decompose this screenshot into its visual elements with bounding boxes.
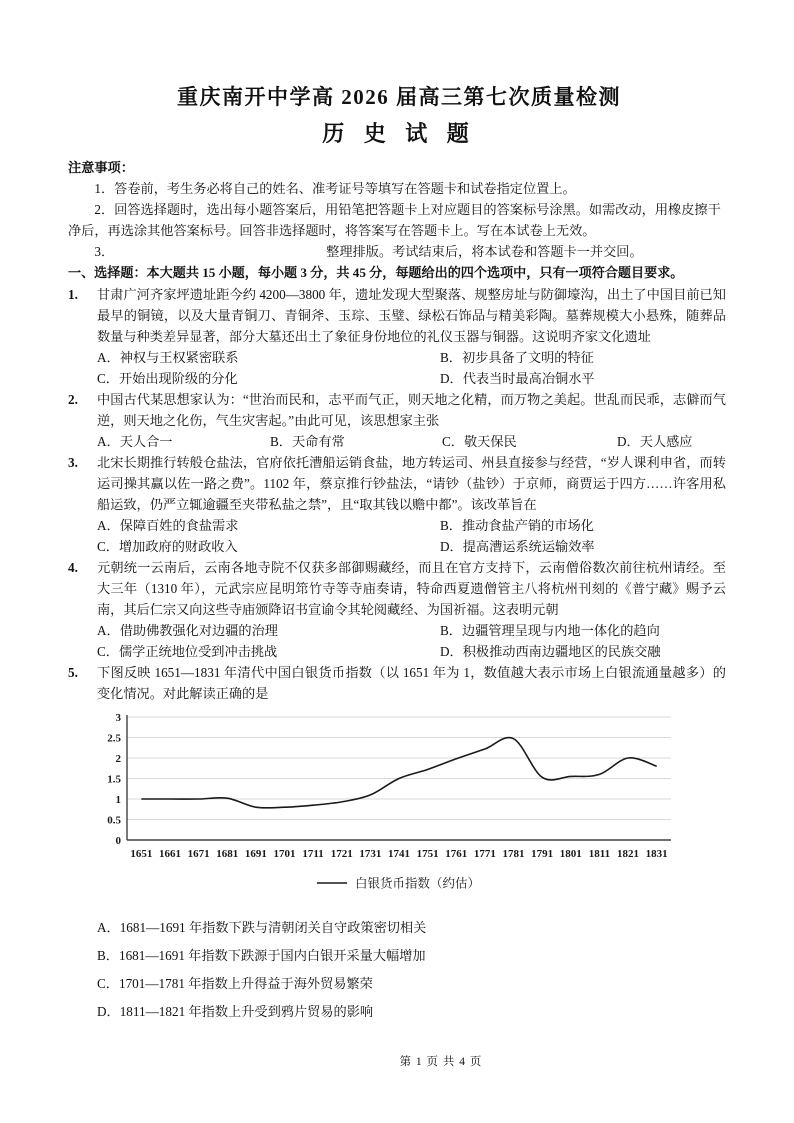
- option-3d: D．提高漕运系统运输效率: [440, 539, 595, 554]
- question-4-number: 4.: [68, 560, 78, 575]
- question-2-number: 2.: [68, 392, 78, 407]
- svg-text:白银货币指数（约估）: 白银货币指数（约估）: [355, 876, 481, 891]
- svg-text:1811: 1811: [588, 848, 611, 860]
- option-2b: B．天命有常: [270, 434, 345, 449]
- option-4b: B．边疆管理呈现与内地一体化的趋向: [440, 623, 660, 638]
- question-1-number: 1.: [68, 287, 78, 302]
- svg-text:1681: 1681: [216, 848, 239, 860]
- question-5-stem: 下图反映 1651—1831 年清代中国白银货币指数（以 1651 年为 1，数值越大表示市场上白银流通量越多）的变化情况。对此解读正确的是: [97, 665, 726, 701]
- question-3-options: [97, 515, 726, 557]
- svg-text:1: 1: [115, 794, 121, 806]
- svg-text:1711: 1711: [302, 848, 324, 860]
- question-3-stem: 北宋长期推行转般仓盐法，官府依托漕船运销食盐，地方转运司、州县直接参与经营，“岁人课利申省，而转运司操其赢以佐一路之费”。1102 年，蔡京推行钞盐法，“请钞（盐钞）于京师，商贾运于四方……许客用私船运致，仍严立辄逾疆至夹带私盐之禁”，且“取其钱以赡中都”。该改革旨在: [97, 455, 726, 512]
- option-1d: D．代表当时最高冶铜水平: [440, 371, 595, 386]
- svg-text:1.5: 1.5: [107, 773, 121, 786]
- section-heading: 一、选择题：本大题共 15 小题，每小题 3 分，共 45 分，每题给出的四个选项中，只有一项符合题目要求。: [68, 265, 684, 280]
- question-5-options: [97, 914, 726, 1026]
- option-5c: C．1701—1781 年指数上升得益于海外贸易繁荣: [97, 976, 373, 991]
- page-number: 第 1 页 共 4 页: [399, 1056, 483, 1068]
- option-3b: B．推动食盐产销的市场化: [440, 518, 594, 533]
- option-5d: D．1811—1821 年指数上升受到鸦片贸易的影响: [97, 1004, 374, 1019]
- svg-text:1661: 1661: [158, 848, 181, 860]
- option-1a: A．神权与王权紧密联系: [97, 350, 239, 365]
- svg-text:1741: 1741: [388, 848, 410, 860]
- svg-text:1671: 1671: [187, 848, 210, 860]
- question-5: [68, 662, 730, 1026]
- svg-text:1691: 1691: [244, 848, 267, 860]
- option-2a: A．天人合一: [97, 434, 173, 449]
- question-4: [68, 557, 730, 662]
- option-4d: D．积极推动西南边疆地区的民族交融: [440, 644, 661, 659]
- question-2-options: [97, 431, 726, 452]
- svg-text:1701: 1701: [273, 848, 296, 860]
- option-2c: C．敬天保民: [442, 434, 517, 449]
- notice-item-1: 1．答卷前，考生务必将自己的姓名、准考证号等填写在答题卡和试卷指定位置上。: [94, 181, 576, 196]
- question-4-options: [97, 620, 726, 662]
- option-3c: C．增加政府的财政收入: [97, 539, 238, 554]
- option-5a: A．1681—1691 年指数下跌与清朝闭关自守政策密切相关: [97, 920, 427, 935]
- page-subtitle: 历 史 试 题: [322, 121, 476, 146]
- option-2d: D．天人感应: [617, 434, 693, 449]
- notice-heading: 注意事项：: [68, 160, 134, 175]
- notice-item-3-text: 整理排版。考试结束后，将本试卷和答题卡一并交回。: [326, 244, 643, 259]
- option-3a: A．保障百姓的食盐需求: [97, 518, 239, 533]
- question-5-number: 5.: [68, 665, 78, 680]
- notice-item-3: [68, 241, 730, 262]
- page-footer: [0, 1053, 794, 1069]
- svg-text:0.5: 0.5: [107, 814, 121, 827]
- question-2: [68, 389, 730, 452]
- option-4a: A．借助佛教强化对边疆的治理: [97, 623, 278, 638]
- svg-text:1781: 1781: [502, 848, 525, 860]
- question-3: [68, 452, 730, 557]
- svg-text:1771: 1771: [473, 848, 496, 860]
- option-5b: B．1681—1691 年指数下跌源于国内白银开采量大幅增加: [97, 948, 426, 963]
- question-4-stem: 元朝统一云南后，云南各地寺院不仅获多部御赐藏经，而且在官方支持下，云南僧俗数次前往杭州请经。至大三年（1310 年），元武宗应昆明筇竹寺等寺庙奏请，特命西夏遗僧管主八将杭州刊刻的《普宁藏》赐予云南，其后仁宗又向这些寺庙颁降诏书宣谕令其轮阅藏经、为国祈福。这表明元朝: [97, 560, 726, 617]
- notice-item-3-number: 3．: [94, 244, 115, 259]
- option-1c: C．开始出现阶级的分化: [97, 371, 238, 386]
- svg-text:1651: 1651: [130, 848, 153, 860]
- question-3-number: 3.: [68, 455, 78, 470]
- chart-canvas: [96, 712, 696, 902]
- question-1: [68, 284, 730, 389]
- option-4c: C．儒学正统地位受到冲击挑战: [97, 644, 278, 659]
- question-1-stem: 甘肃广河齐家坪遗址距今约 4200—3800 年，遗址发现大型聚落、规整房址与防御壕沟，出土了中国目前已知最早的铜镜，以及大量青铜刀、青铜斧、玉琮、玉璧、绿松石饰品与精美彩陶。墓葬规模大小悬殊，随葬品数量与种类差异显著，部分大墓还出土了象征身份地位的礼仪玉器与铜器。这说明齐家文化遗址: [97, 287, 726, 344]
- option-1b: B．初步具备了文明的特征: [440, 350, 594, 365]
- svg-text:0: 0: [115, 835, 121, 847]
- svg-text:1731: 1731: [359, 848, 382, 860]
- svg-text:2: 2: [115, 753, 121, 765]
- page-title: 重庆南开中学高 2026 届高三第七次质量检测: [177, 85, 621, 109]
- silver-index-line-chart: [96, 712, 726, 908]
- question-2-stem: 中国古代某思想家认为：“世治而民和，志平而气正，则天地之化精，而万物之美起。世乱而民乖，志僻而气逆，则天地之化伤，气生灾害起。”由此可见，该思想家主张: [97, 392, 726, 428]
- svg-text:1831: 1831: [645, 848, 668, 860]
- svg-text:1821: 1821: [617, 848, 640, 860]
- svg-text:1761: 1761: [445, 848, 468, 860]
- svg-text:2.5: 2.5: [107, 732, 121, 745]
- notice-section: [68, 158, 730, 262]
- svg-text:1801: 1801: [559, 848, 582, 860]
- question-1-options: [97, 347, 726, 389]
- svg-text:1751: 1751: [416, 848, 439, 860]
- svg-text:1791: 1791: [531, 848, 554, 860]
- svg-text:3: 3: [115, 712, 121, 724]
- notice-item-2: 2．回答选择题时，选出每小题答案后，用铅笔把答题卡上对应题目的答案标号涂黑。如需改动，用橡皮擦干净后，再选涂其他答案标号。回答非选择题时，将答案写在答题卡上。写在本试卷上无效。: [68, 202, 721, 238]
- svg-text:1721: 1721: [330, 848, 353, 860]
